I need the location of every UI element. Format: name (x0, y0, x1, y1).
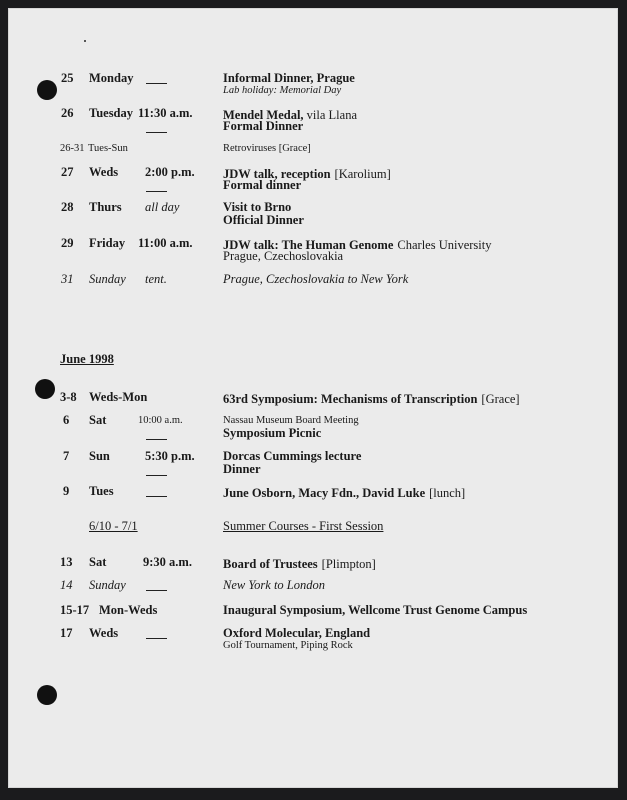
day: 31 (61, 272, 74, 286)
time-blank (146, 484, 167, 502)
event: Prague, Czechoslovakia to New York (223, 272, 409, 286)
event-2: Symposium Picnic (223, 426, 322, 440)
weekday: Friday (89, 236, 126, 250)
event: Summer Courses - First Session (223, 519, 384, 533)
weekday: Thurs (89, 200, 122, 214)
time: 9:30 a.m. (143, 555, 192, 569)
day: 15-17 (60, 603, 90, 617)
time-blank (146, 578, 167, 596)
event: Visit to Brno (223, 200, 292, 214)
time-blank (146, 179, 167, 197)
event: Retroviruses [Grace] (223, 143, 311, 154)
weekday: Sat (89, 413, 107, 427)
event-2: Dinner (223, 462, 261, 476)
day: 26 (61, 106, 74, 120)
time: 11:00 a.m. (138, 236, 193, 250)
event: Mendel Medal, vila Llana (223, 108, 357, 122)
month-title: June 1998 (60, 352, 114, 366)
note: Lab holiday: Memorial Day (223, 85, 342, 96)
punch-hole-bottom (37, 685, 57, 705)
time-blank (146, 463, 167, 481)
day: 25 (61, 71, 74, 85)
event: Oxford Molecular, England (223, 626, 371, 640)
event: Dorcas Cummings lecture (223, 449, 362, 463)
day: 29 (61, 236, 74, 250)
document-page (8, 8, 618, 788)
day: 13 (60, 555, 73, 569)
time-blank (146, 427, 167, 445)
day: 28 (61, 200, 74, 214)
weekday: Mon-Weds (99, 603, 158, 617)
event-2: Formal Dinner (223, 119, 304, 133)
ink-speck (84, 40, 86, 42)
note: Golf Tournament, Piping Rock (223, 640, 353, 651)
punch-hole-middle (35, 379, 55, 399)
event: Board of Trustees [Plimpton] (223, 557, 376, 571)
weekday: Weds (89, 626, 119, 640)
event: Informal Dinner, Prague (223, 71, 355, 85)
event: New York to London (223, 578, 325, 592)
weekday: Weds-Mon (89, 390, 148, 404)
time: 5:30 p.m. (145, 449, 195, 463)
event-2: Prague, Czechoslovakia (223, 249, 344, 263)
weekday: Sat (89, 555, 107, 569)
time-blank (146, 626, 167, 644)
time: 2:00 p.m. (145, 165, 195, 179)
event-2: Formal dinner (223, 178, 302, 192)
day: 7 (63, 449, 70, 463)
day: 27 (61, 165, 74, 179)
weekday: Sun (89, 449, 110, 463)
weekday: Sunday (89, 272, 126, 286)
day: 3-8 (60, 390, 77, 404)
event-2: Official Dinner (223, 213, 304, 227)
punch-hole-top (37, 80, 57, 100)
time: all day (145, 200, 180, 214)
day: 6 (63, 413, 70, 427)
weekday: Weds (89, 165, 119, 179)
day: 14 (60, 578, 73, 592)
weekday: Tuesday (89, 106, 134, 120)
time: 11:30 a.m. (138, 106, 193, 120)
time: tent. (145, 272, 167, 286)
day: 26-31 (60, 143, 85, 154)
time-blank (146, 71, 167, 89)
event: Inaugural Symposium, Wellcome Trust Genome Campus (223, 603, 528, 617)
day: 17 (60, 626, 73, 640)
event: JDW talk, reception [Karolium] (223, 167, 391, 181)
date-range: 6/10 - 7/1 (89, 519, 138, 533)
event: JDW talk: The Human Genome Charles University (223, 238, 492, 252)
time-blank (146, 120, 167, 138)
weekday: Sunday (89, 578, 126, 592)
weekday: Monday (89, 71, 134, 85)
event: June Osborn, Macy Fdn., David Luke [lunch] (223, 486, 466, 500)
weekday: Tues (89, 484, 114, 498)
day: 9 (63, 484, 70, 498)
time: 10:00 a.m. (138, 415, 183, 426)
event: Nassau Museum Board Meeting (223, 415, 359, 426)
weekday: Tues-Sun (88, 143, 128, 154)
event: 63rd Symposium: Mechanisms of Transcription [Grace] (223, 392, 520, 406)
